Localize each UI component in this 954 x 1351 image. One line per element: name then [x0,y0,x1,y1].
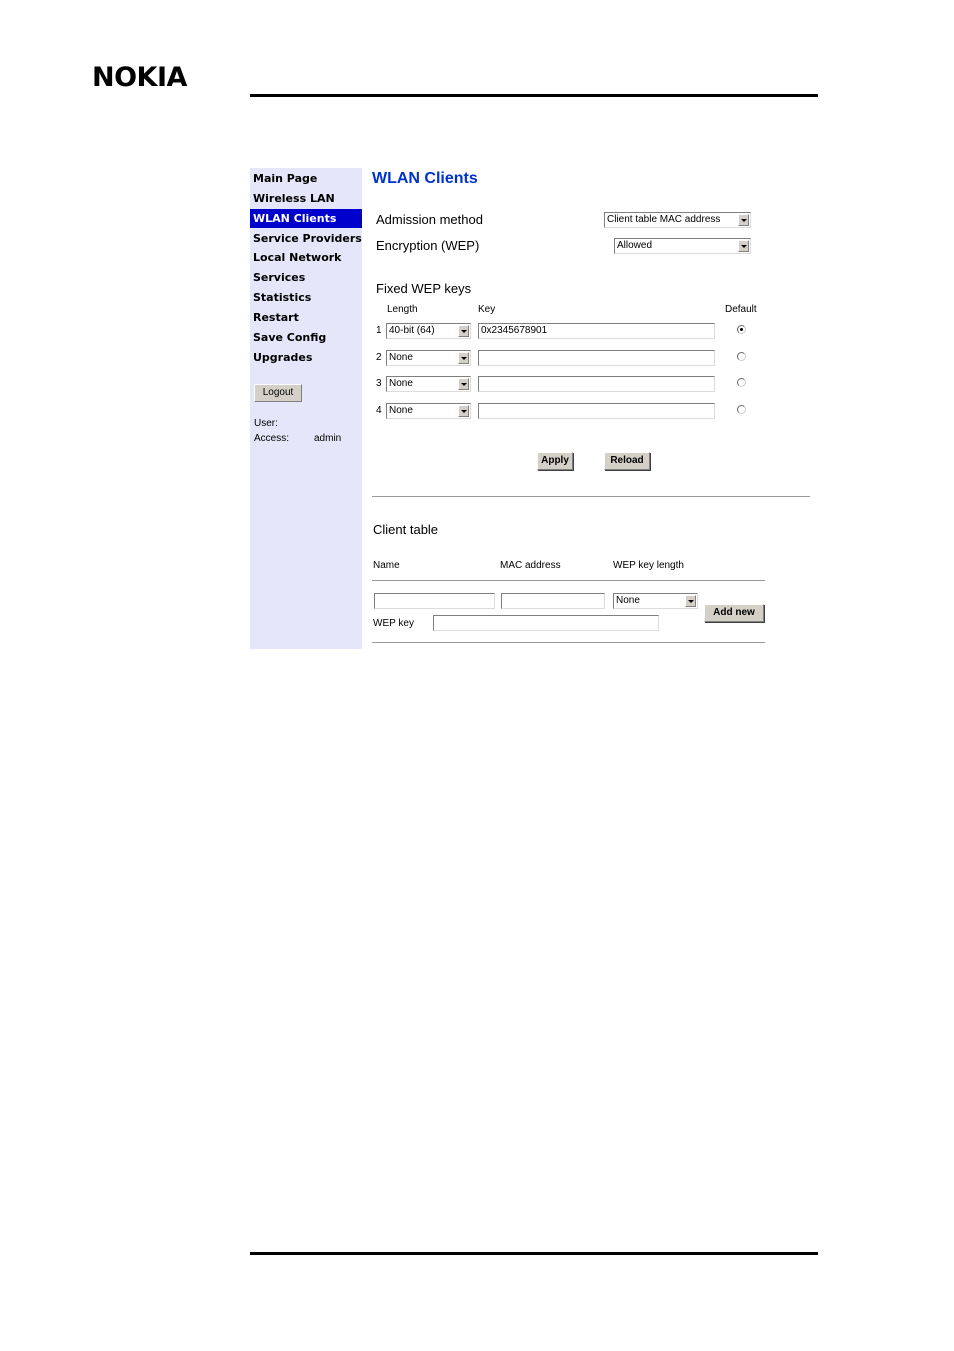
sidebar-item-local-network[interactable]: Local Network [253,251,342,264]
sidebar-item-services[interactable]: Services [253,271,306,284]
chevron-down-icon [685,595,696,607]
wep-key-label: WEP key [373,618,414,629]
wep-key-input-3[interactable] [478,376,715,392]
wep-row-index: 3 [376,378,382,389]
wep-length-select-2[interactable] [386,350,471,366]
client-table-heading: Client table [373,522,439,537]
col-wep-length-header: WEP key length [613,560,684,571]
wep-row-index: 4 [376,405,382,416]
table-footer-rule [372,642,765,643]
sidebar-item-wireless-lan[interactable]: Wireless LAN [253,192,335,205]
default-radio-2[interactable] [737,352,746,361]
client-mac-input[interactable] [501,593,605,609]
footer-rule [250,1252,818,1255]
nokia-logo: NOKIA [92,62,187,93]
wep-length-select-3[interactable] [386,376,471,392]
wep-length-value: 40-bit (64) [389,325,435,336]
sidebar-item-service-providers[interactable]: Service Providers [253,232,362,245]
wep-key-input-1[interactable]: 0x2345678901 [478,323,715,339]
sidebar-item-main-page[interactable]: Main Page [253,172,318,185]
default-radio-1[interactable] [737,325,746,334]
add-new-button[interactable]: Add new [704,604,764,622]
logout-button[interactable]: Logout [254,384,302,402]
client-wep-length-select[interactable] [613,593,698,609]
col-length-header: Length [387,304,418,315]
wep-row-index: 2 [376,352,382,363]
sidebar-item-restart[interactable]: Restart [253,311,299,324]
wep-keys-heading: Fixed WEP keys [376,281,472,296]
col-mac-header: MAC address [500,560,561,571]
admission-method-select[interactable] [604,212,751,228]
wep-row-index: 1 [376,325,382,336]
page-title: WLAN Clients [372,170,478,187]
access-label: Access: [254,433,290,444]
sidebar-item-wlan-clients[interactable]: WLAN Clients [250,209,362,228]
sidebar-item-upgrades[interactable]: Upgrades [253,351,313,364]
sidebar-item-statistics[interactable]: Statistics [253,291,312,304]
user-label: User: [254,418,278,429]
wep-length-value: None [389,352,413,363]
client-wep-length-value: None [616,595,640,606]
table-header-rule [372,580,765,581]
col-name-header: Name [373,560,400,571]
chevron-down-icon [738,240,749,252]
encryption-value: Allowed [617,240,653,251]
encryption-label: Encryption (WEP) [376,238,480,253]
client-wep-key-input[interactable] [433,615,659,631]
wep-length-select-4[interactable] [386,403,471,419]
wep-key-input-2[interactable] [478,350,715,366]
chevron-down-icon [738,214,749,226]
encryption-select[interactable] [614,238,751,254]
chevron-down-icon [458,378,469,390]
chevron-down-icon [458,325,469,337]
admission-method-label: Admission method [376,212,483,227]
apply-button[interactable]: Apply [537,452,573,470]
default-radio-4[interactable] [737,405,746,414]
wep-length-select-1[interactable] [386,323,471,339]
client-name-input[interactable] [374,593,495,609]
chevron-down-icon [458,352,469,364]
wep-key-input-4[interactable] [478,403,715,419]
sidebar-item-save-config[interactable]: Save Config [253,331,327,344]
sidebar [250,168,362,649]
wep-length-value: None [389,405,413,416]
col-key-header: Key [478,304,496,315]
chevron-down-icon [458,405,469,417]
reload-button[interactable]: Reload [604,452,650,470]
access-value: admin [314,433,342,444]
admission-method-value: Client table MAC address [607,214,721,225]
wep-length-value: None [389,378,413,389]
default-radio-3[interactable] [737,378,746,387]
header-rule [250,94,818,97]
section-divider [372,496,810,497]
col-default-header: Default [725,304,757,315]
